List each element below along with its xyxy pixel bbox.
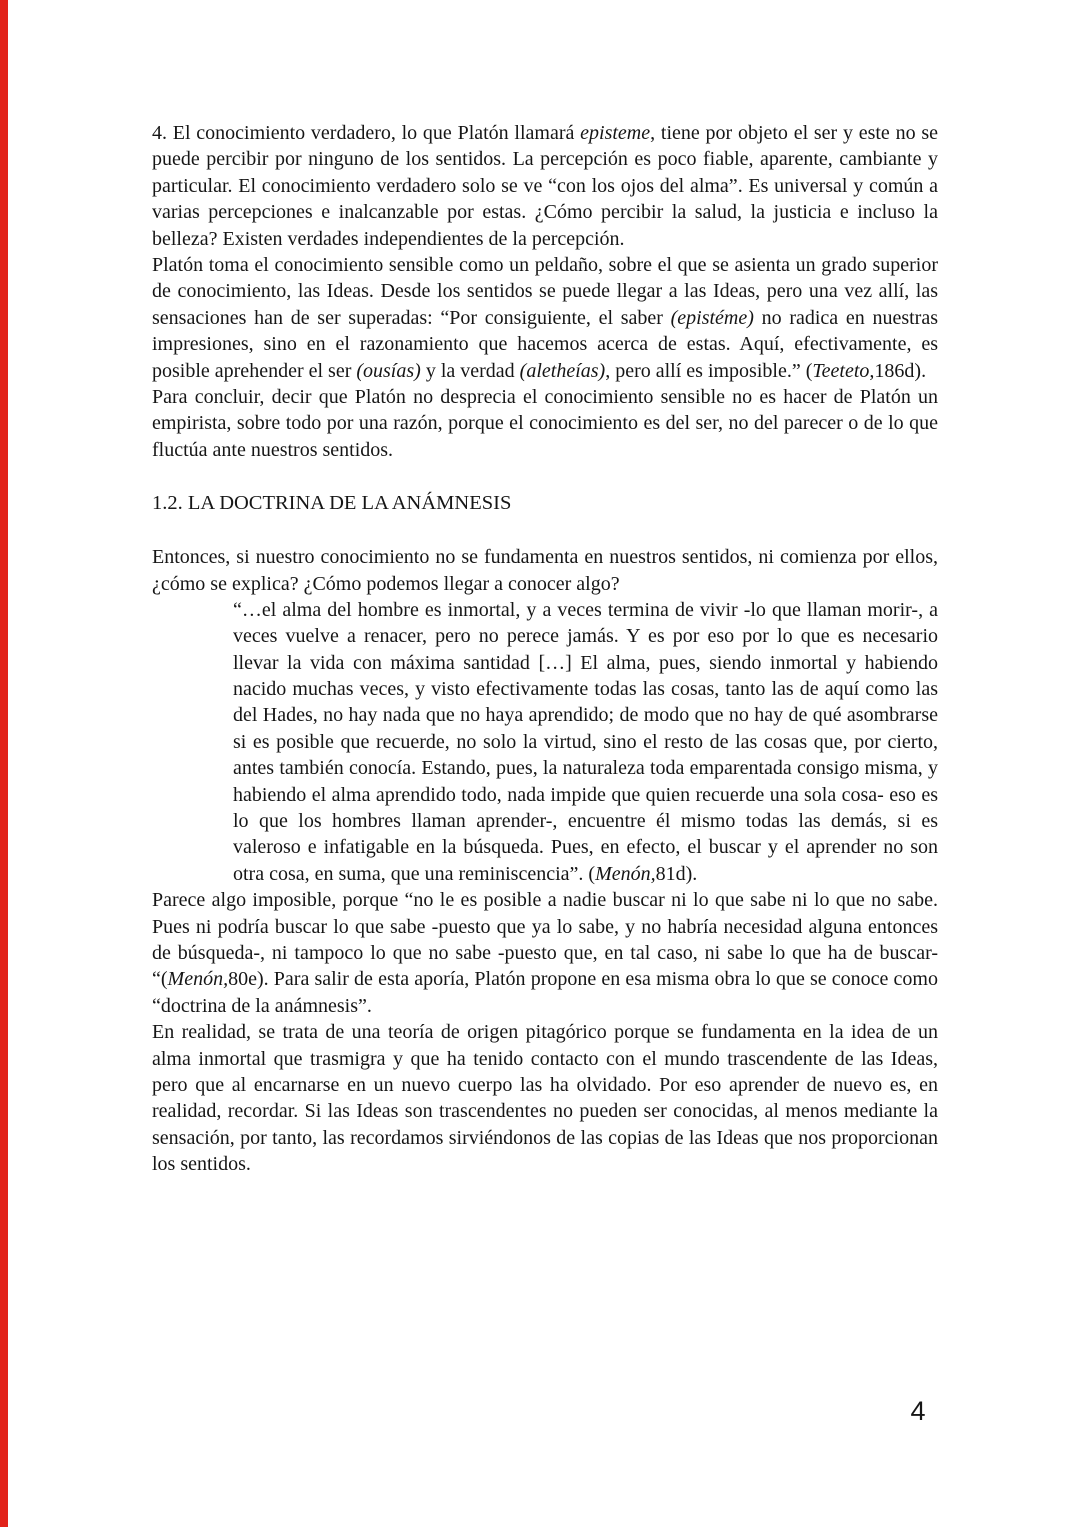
- left-edge-accent-bar: [0, 0, 8, 1527]
- text-run: y la verdad: [420, 359, 520, 382]
- text-run: Para concluir, decir que Platón no desprecia el conocimiento sensible no es hacer de Platón un empirista, sobre todo por una razón, porque el conocimiento es del ser, no del parecer o de lo que fluctúa ante nuestros sentidos.: [152, 385, 938, 461]
- text-run: 80e). Para salir de esta aporía, Platón propone en esa misma obra lo que se conoce como “doctrina de la anámnesis”.: [152, 968, 938, 1017]
- italic-run: Menón,: [167, 968, 229, 991]
- text-run: 81d).: [655, 862, 698, 885]
- italic-run: (aletheías): [519, 359, 606, 382]
- text-run: , pero allí es imposible.” (: [605, 359, 813, 382]
- italic-run: Menón,: [595, 862, 656, 885]
- paragraph-pythagorean-origin: [152, 1019, 938, 1177]
- section-heading-anamnesis: 1.2. LA DOCTRINA DE LA ANÁMNESIS: [152, 492, 512, 515]
- italic-run: (ousías): [356, 359, 421, 382]
- text-run: Parece algo imposible, porque “no le es posible a nadie buscar ni lo que sabe ni lo que no sabe. Pues ni podría buscar lo que sabe -puesto que ya lo sabe, y no habría necesidad alguna entonces de búsqueda-, ni tampoco lo que no sabe -puesto que, en tal caso, ni sabe lo que ha de buscar- “(: [152, 889, 938, 991]
- text-run: 4. El conocimiento verdadero, lo que Platón llamará: [152, 122, 581, 144]
- paragraph-senses-to-ideas: [152, 252, 938, 384]
- menon-block-quote: [233, 597, 938, 887]
- paragraph-aporia: [152, 887, 938, 1019]
- paragraph-question: [152, 544, 938, 597]
- italic-run: Teeteto,: [812, 359, 875, 382]
- text-run: 186d).: [874, 359, 927, 382]
- italic-run: (epistéme): [670, 306, 754, 329]
- page-number: 4: [910, 1396, 926, 1426]
- italic-run: episteme: [580, 122, 651, 144]
- text-run: , tiene por objeto el ser y este no se puede percibir por ninguno de los sentidos. La percepción es poco fiable, aparente, cambiante y particular. El conocimiento verdadero solo se ve “con los ojos del alma”. Es universal y común a varias percepciones e inalcanzable por estas. ¿Cómo percibir la salud, la justicia e incluso la belleza? Existen verdades independientes de la percepción.: [152, 122, 938, 250]
- text-run: En realidad, se trata de una teoría de origen pitagórico porque se fundamenta en la idea de un alma inmortal que trasmigra y que ha tenido contacto con el mundo trascendente de las Ideas, pero que al encarnarse en un nuevo cuerpo las ha olvidado. Por eso aprender de nuevo es, en realidad, recordar. Si las Ideas son trascendentes no pueden ser conocidas, al menos mediante la sensación, por tanto, las recordamos sirviéndonos de las copias de las Ideas que nos proporcionan los sentidos.: [152, 1021, 938, 1176]
- paragraph-episteme: [152, 120, 938, 252]
- text-run: “…el alma del hombre es inmortal, y a veces termina de vivir -lo que llaman morir-, a veces vuelve a renacer, pero no perece jamás. Y es por eso por lo que es necesario llevar la vida con máxima santidad […] El alma, pues, siendo inmortal y habiendo nacido muchas veces, y visto efectivamente todas las cosas, tanto las de aquí como las del Hades, no hay nada que no haya aprendido; de modo que no hay de qué asombrarse si es posible que recuerde, no solo la virtud, sino el resto de las cosas que, por cierto, antes también conocía. Estando, pues, la naturaleza toda emparentada consigo misma, y habiendo el alma aprendido todo, nada impide que quien recuerde una sola cosa- eso es lo que los hombres llaman aprender-, encuentre él mismo todas las demás, si es valeroso e infatigable en la búsqueda. Pues, en efecto, el buscar y el aprender no son otra cosa, en suma, que una reminiscencia”. (: [233, 598, 938, 885]
- text-run: Platón toma el conocimiento sensible como un peldaño, sobre el que se asienta un grado superior de conocimiento, las Ideas. Desde los sentidos se puede llegar a las Ideas, pero una vez allí, las sensaciones han de ser superadas: “Por consiguiente, el saber: [152, 253, 938, 329]
- paragraph-conclusion-empirista: [152, 384, 938, 463]
- page-text-block: [152, 120, 938, 1178]
- text-run: Entonces, si nuestro conocimiento no se fundamenta en nuestros sentidos, ni comienza por ellos, ¿cómo se explica? ¿Cómo podemos llegar a conocer algo?: [152, 546, 938, 595]
- text-run: no radica en nuestras impresiones, sino en el razonamiento que hacemos acerca de estas. Aquí, efectivamente, es posible aprehender el ser: [152, 306, 939, 382]
